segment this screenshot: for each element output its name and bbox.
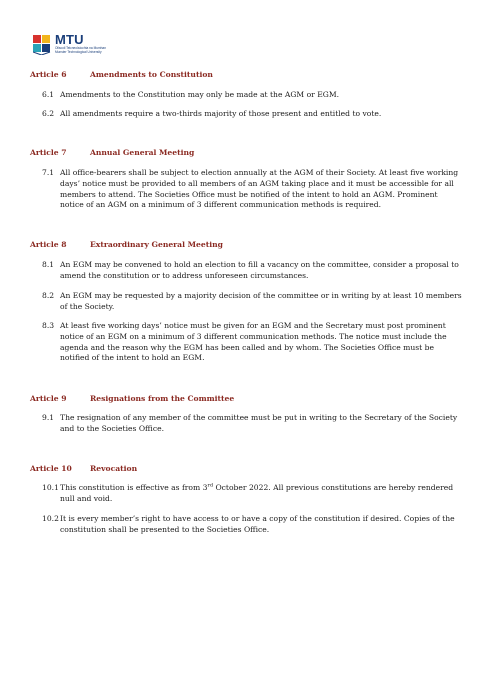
article-number: Article 8 xyxy=(30,240,67,249)
clause-text: An EGM may be convened to hold an election to fill a vacancy on the committee, consider a proposal to amend the constitution or to address unforeseen circumstances. xyxy=(60,260,459,280)
clause-8-2 xyxy=(42,291,462,313)
mtu-logo xyxy=(33,33,123,57)
clause-6-2 xyxy=(42,109,462,120)
clause-text: Amendments to the Constitution may only be made at the AGM or EGM. xyxy=(60,90,340,99)
clause-number: 8.1 xyxy=(42,260,55,269)
article-title: Annual General Meeting xyxy=(90,148,195,157)
clause-number: 9.1 xyxy=(42,413,55,422)
article-title: Amendments to Constitution xyxy=(90,70,213,79)
clause-10-2 xyxy=(42,514,462,536)
article-number: Article 6 xyxy=(30,70,67,79)
clause-text: All amendments require a two-thirds majority of those present and entitled to vote. xyxy=(60,109,382,118)
clause-text: It is every member’s right to have access to or have a copy of the constitution if desired. Copies of the constitution shall be presented to the Societies Office. xyxy=(60,514,455,534)
clause-8-1 xyxy=(42,260,462,282)
clause-number: 6.2 xyxy=(42,109,55,118)
clause-number: 7.1 xyxy=(42,168,55,177)
mtu-crest-icon xyxy=(33,33,51,55)
logo-subtitle: Ollscoil Teicneolaíochta na Mumhan Munster Technological University xyxy=(55,46,106,54)
clause-text: An EGM may be requested by a majority decision of the committee or in writing by at least 10 members of the Society. xyxy=(60,291,462,311)
clause-text: This constitution is effective as from 3rd October 2022. All previous constitutions are hereby rendered null and void. xyxy=(60,482,454,503)
clause-10-1 xyxy=(42,483,462,505)
article-title: Resignations from the Committee xyxy=(90,394,235,403)
clause-number: 8.2 xyxy=(42,291,55,300)
clause-text: All office-bearers shall be subject to election annually at the AGM of their Society. At least five working days’ notice must be provided to all members of an AGM taking place and it must be accessible for all members to attend. The Societies Office must be notified of the intent to hold an AGM. Prominent notice of an AGM on a minimum of 3 different communication methods is required. xyxy=(60,168,459,210)
clause-9-1 xyxy=(42,413,462,435)
clause-text: The resignation of any member of the committee must be put in writing to the Secretary of the Society and to the Societies Office. xyxy=(60,413,458,433)
clause-number: 10.1 xyxy=(42,483,59,492)
clause-8-3 xyxy=(42,321,462,364)
article-number: Article 7 xyxy=(30,148,67,157)
article-title: Revocation xyxy=(90,464,138,473)
clause-7-1 xyxy=(42,168,462,211)
ordinal-suffix: rd xyxy=(207,482,214,489)
article-title: Extraordinary General Meeting xyxy=(90,240,223,249)
clause-number: 10.2 xyxy=(42,514,59,523)
article-number: Article 9 xyxy=(30,394,67,403)
clause-number: 6.1 xyxy=(42,90,55,99)
article-number: Article 10 xyxy=(30,464,72,473)
clause-6-1 xyxy=(42,90,462,101)
clause-text: At least five working days’ notice must be given for an EGM and the Secretary must post prominent notice of an EGM on a minimum of 3 different communication methods. The notice must include the agenda and the reason why the EGM has been called and by whom. The Societies Office must be notified of the intent to hold an EGM. xyxy=(60,321,447,363)
clause-number: 8.3 xyxy=(42,321,55,330)
logo-wordmark: MTU xyxy=(55,32,84,47)
